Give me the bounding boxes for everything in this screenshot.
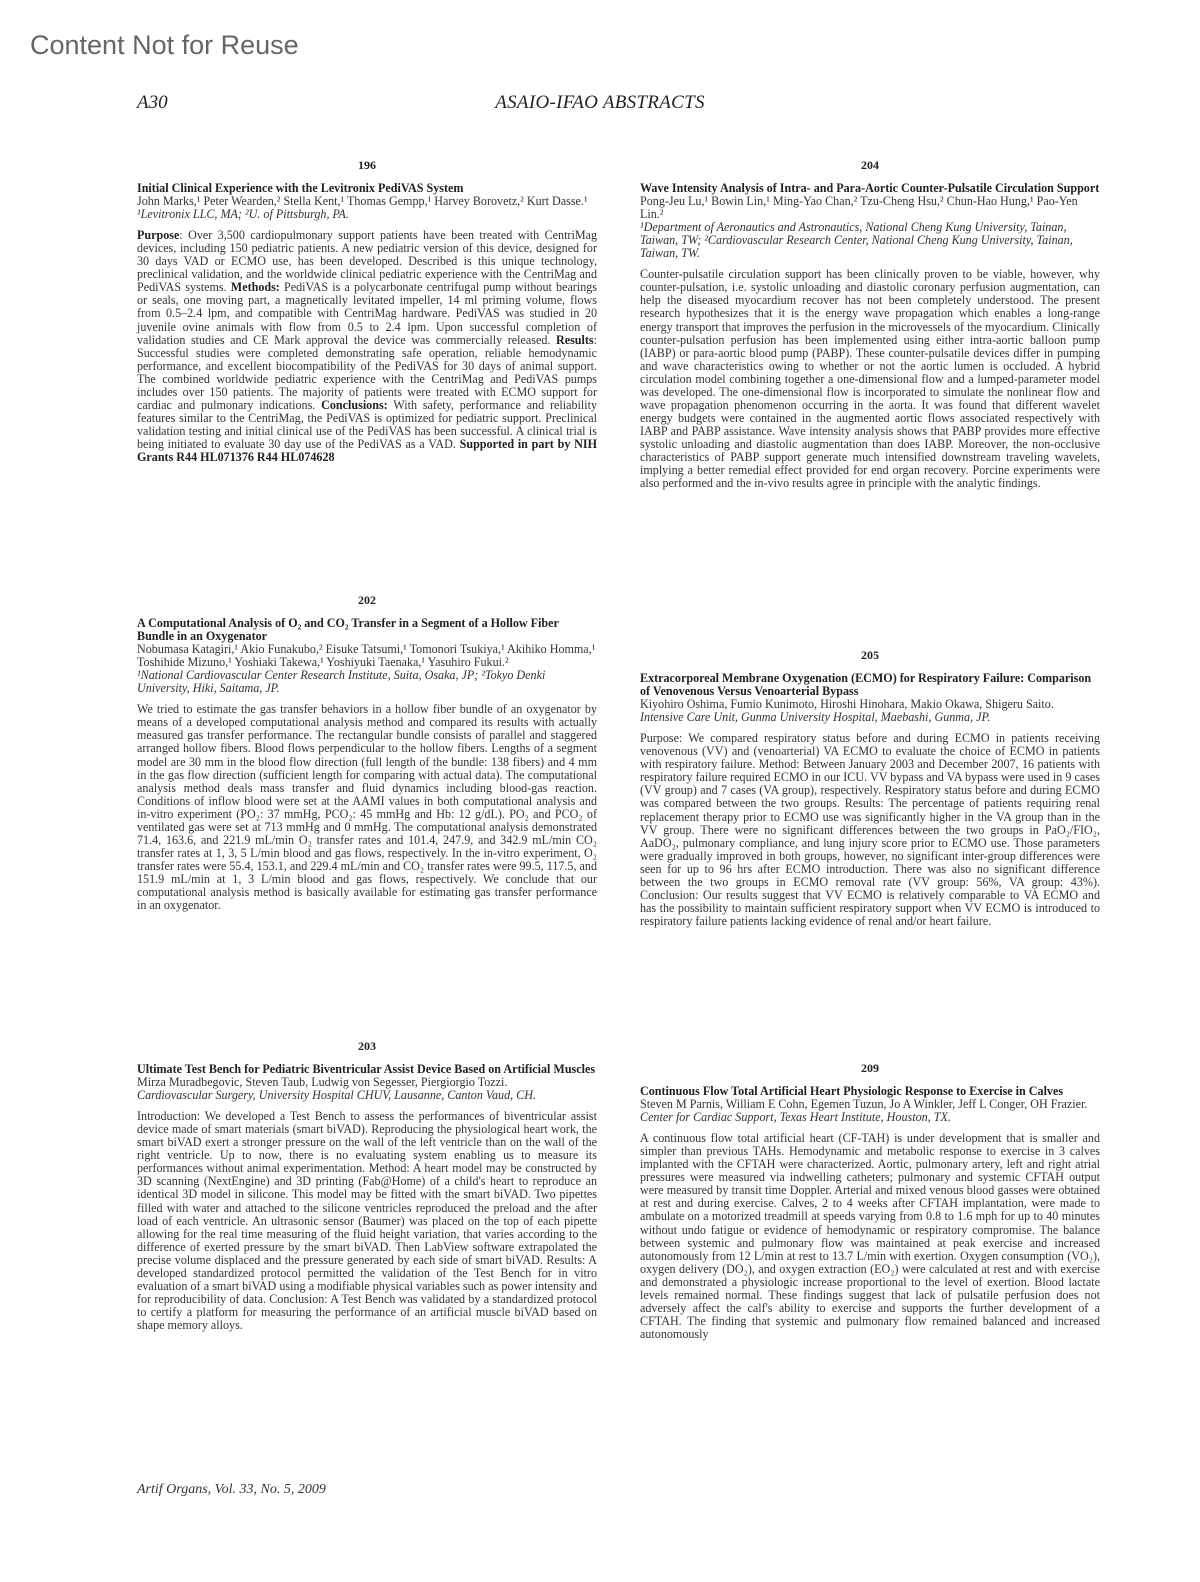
abstract-number: 202 xyxy=(358,593,376,607)
body-text: Introduction: We developed a Test Bench to assess the performances of biventricular assist device made of smart materials (smart biVAD). Reproducing the physiological heart work, the smart biVAD exert a stronger pressure on the wall of the left ventricle than on the wall of the right ventricle. Up to now, there is no evaluating system enabling us to measure its performances without animal experimentation. Method: A heart model may be constructed by 3D scanning (NextEngine) and 3D printing (Fab@Home) of a child's heart to reproduce an identical 3D model in silicone. This model may be fitted with the smart biVAD. Two pipettes filled with water and attached to the silicone ventricles reproduced the preload and the after load of each ventricle. An ultrasonic sensor (Baumer) was placed on the top of each pipette allowing for the real time measuring of the fluid height variation, that varies according to the difference of exerted pressure by the smart biVAD. Then LabView software extrapolated the precise volume displaced and the pressure generated by each side of smart biVAD. Results: A developed standardized protocol permitted the validation of the Test Bench for in vitro evaluation of a smart biVAD using a modifiable physical variables such as power intensity and for reproducibility of data. Conclusion: A Test Bench was validated by a standardized protocol to certify a platform for measuring the performance of an artificial muscle biVAD based on shape memory alloys. xyxy=(137,1109,597,1332)
abstract-affiliation: ¹National Cardiovascular Center Research Institute, Suita, Osaka, JP; ²Tokyo Denki University, Hiki, Saitama, JP. xyxy=(137,668,546,696)
abstract-affiliation: ¹Department of Aeronautics and Astronautics, National Cheng Kung University, Tainan, Taiwan, TW; ²Cardiovascular Research Center, National Cheng Kung University, Tainan, Taiwan, TW. xyxy=(640,220,1073,261)
journal-citation-footer: Artif Organs, Vol. 33, No. 5, 2009 xyxy=(137,1482,326,1497)
abstract-body xyxy=(640,1132,1100,1341)
page-number: A30 xyxy=(137,92,168,113)
section-label: Supported in part by NIH Grants R44 HL071376 R44 HL074628 xyxy=(137,436,597,464)
body-text: We tried to estimate the gas transfer behaviors in a hollow fiber bundle of an oxygenator by means of a developed computational analysis method and compared its results with actually measured gas transfer performance. The rectangular bundle consists of parallel and staggered arranged hollow fibers. Blood flows perpendicular to the hollow fibers. Lengths of a segment model are 30 mm in the blood flow direction (full length of the bundle: 138 fibers) and 4 mm in the gas flow direction (sufficient length for comparing with actual data). The computational analysis method deals mass transfer and fluid dynamics including blood-gas reaction. Conditions of inflow blood were set at the AAMI values in both computational analysis and in-vitro experiment (PO₂: 37 mmHg, PCO₂: 45 mmHg and Hb: 12 g/dL). PO₂ and PCO₂ of ventilated gas were set at 713 mmHg and 0 mmHg. The computational analysis demonstrated 71.4, 163.6, and 221.9 mL/min O₂ transfer rates and 101.4, 247.9, and 342.9 mL/min CO₂ transfer rates at 1, 3, 5 L/min blood and gas flows, respectively. In the in-vitro experiment, O₂ transfer rates were 55.4, 153.1, and 229.4 mL/min and CO₂ transfer rates were 99.5, 117.5, and 151.9 mL/min at 1, 3 L/min blood and gas flows, respectively. We conclude that our computational analysis method is basically available for estimating gas transfer performance in an oxygenator. xyxy=(137,702,597,913)
abstract-number: 205 xyxy=(861,648,879,662)
abstract-title: Continuous Flow Total Artificial Heart Physiologic Response to Exercise in Calves xyxy=(640,1084,1064,1099)
abstract-body xyxy=(137,1110,597,1332)
abstract-body xyxy=(137,229,597,464)
section-label: Methods: xyxy=(230,280,280,295)
abstract-202 xyxy=(137,594,597,912)
abstract-authors: Kiyohiro Oshima, Fumio Kunimoto, Hiroshi Hinohara, Makio Okawa, Shigeru Saito. xyxy=(640,697,1054,712)
abstract-authors: Mirza Muradbegovic, Steven Taub, Ludwig von Segesser, Piergiorgio Tozzi. xyxy=(137,1075,508,1090)
section-label: Conclusions: xyxy=(321,397,388,412)
body-text: : Successful studies were completed demonstrating safe operation, reliable hemodynamic performance, and excellent biocompatibility of the PediVAS for 30 days of animal support. The combined worldwide pediatric experience with the CentriMag and PediVAS pumps includes over 150 patients. The majority of patients were treated with ECMO support for cardiac and pulmonary indications. xyxy=(137,332,597,412)
abstract-number: 196 xyxy=(358,158,376,172)
abstract-authors: John Marks,¹ Peter Wearden,² Stella Kent,¹ Thomas Gempp,¹ Harvey Borovetz,² Kurt Dasse.¹ xyxy=(137,194,588,209)
abstract-title: Ultimate Test Bench for Pediatric Biventricular Assist Device Based on Artificial Muscles xyxy=(137,1062,596,1077)
body-text: Purpose: We compared respiratory status before and during ECMO in patients receiving venovenous (VV) and (venoarterial) VA ECMO to evaluate the choice of ECMO in patients with respiratory failure. Method: Between January 2003 and December 2007, 16 patients with respiratory failure required ECMO in our ICU. VV bypass and VA bypass were used in 9 cases (VV group) and 7 cases (VA group), respectively. Respiratory status before and during ECMO was compared between the two groups. Results: The percentage of patients requiring renal replacement therapy prior to ECMO use was significantly higher in the VA group than in the VV group. There were no significant differences between the two groups in PaO₂/FIO₂, AaDO₂, pulmonary compliance, and lung injury score prior to ECMO use. Those parameters were gradually improved in both groups, however, no significant inter-group differences were seen for up to 96 hrs after ECMO introduction. There was also no significant difference between the two groups in ECMO removal rate (VV group: 56%, VA group: 43%). Conclusion: Our results suggest that VV ECMO is relatively comparable to VA ECMO and has the possibility to maintain sufficient respiratory support when VV ECMO is introduced to respiratory failure patients lacking evidence of renal and/or heart failure. xyxy=(640,731,1100,928)
body-text: PediVAS is a polycarbonate centrifugal pump without bearings or seals, one moving part, a magnetically levitated impeller, 14 ml priming volume, flows from 0.5–2.4 lpm, and compatible with CentriMag hardware. PediVAS was studied in 20 juvenile ovine animals with flow from 0.5 to 2.4 lpm. Upon successful completion of validation studies and CE Mark approval the device was commercially released. xyxy=(137,280,597,347)
abstract-title: Extracorporeal Membrane Oxygenation (ECMO) for Respiratory Failure: Comparison of Venovenous Versus Venoarterial Bypass xyxy=(640,671,1092,699)
abstract-authors: Steven M Parnis, William E Cohn, Egemen Tuzun, Jo A Winkler, Jeff L Conger, OH Frazier. xyxy=(640,1097,1088,1112)
watermark: Content Not for Reuse xyxy=(30,30,299,60)
abstract-title: A Computational Analysis of O₂ and CO₂ Transfer in a Segment of a Hollow Fiber Bundle in an Oxygenator xyxy=(137,616,559,644)
section-label: Results xyxy=(555,332,594,347)
abstract-affiliation: ¹Levitronix LLC, MA; ²U. of Pittsburgh, PA. xyxy=(137,207,349,222)
abstract-body xyxy=(137,703,597,912)
section-label: Purpose xyxy=(137,228,180,243)
body-text: Counter-pulsatile circulation support has been clinically proven to be viable, however, why counter-pulsation, i.e. systolic unloading and diastolic coronary perfusion augmentation, can help the diseased myocardium recover has not been completely understood. The present research hypothesizes that it is the energy wave propagation which enables a long-range energy transport that improves the perfusion in the microvessels of the myocardium. Clinically counter-pulsation perfusion has been implemented using either intra-aortic balloon pump (IABP) or para-aortic blood pump (PABP). These counter-pulsatile devices differ in pumping and wave characteristics owing to whether or not the aortic lumen is occluded. A hybrid circulation model combining together a one-dimensional flow and a lumped-parameter model was developed. The one-dimensional flow is incorporated to simulate the nonlinear flow and wave propagation phenomenon occurring in the aorta. It was found that different wavelet energy budgets were contained in the augmented aortic flows associated respectively with IABP and PABP assistance. Wave intensity analysis shows that PABP provides more effective systolic unloading and diastolic augmentation than does IABP. Moreover, the non-occlusive characteristics of PABP support generate much intensified downstream traveling wavelets, implying a better remedial effect provided for end organ recovery. Porcine experiments were also performed and the in-vivo results agree in principle with the analytic findings. xyxy=(640,267,1100,491)
abstract-title: Initial Clinical Experience with the Levitronix PediVAS System xyxy=(137,181,464,196)
abstract-209 xyxy=(640,1062,1100,1341)
abstract-205 xyxy=(640,649,1100,928)
abstract-affiliation: Center for Cardiac Support, Texas Heart Institute, Houston, TX. xyxy=(640,1110,951,1125)
running-head: ASAIO-IFAO ABSTRACTS xyxy=(495,92,705,113)
abstract-number: 209 xyxy=(861,1061,879,1075)
body-text: : Over 3,500 cardiopulmonary support patients have been treated with CentriMag devices, including 150 pediatric patients. A new pediatric version of this device, designed for 30 days VAD or ECMO use, has been developed. Described is this unique technology, preclinical validation, and the worldwide clinical pediatric experience with the CentriMag and PediVAS systems. xyxy=(137,228,597,295)
abstract-number: 204 xyxy=(861,158,879,172)
abstract-authors: Pong-Jeu Lu,¹ Bowin Lin,¹ Ming-Yao Chan,² Tzu-Cheng Hsu,² Chun-Hao Hung,¹ Pao-Yen Lin.² xyxy=(640,194,1078,222)
abstract-affiliation: Cardiovascular Surgery, University Hospital CHUV, Lausanne, Canton Vaud, CH. xyxy=(137,1088,536,1103)
abstract-204 xyxy=(640,159,1100,490)
body-text: A continuous flow total artificial heart (CF-TAH) is under development that is smaller and simpler than previous TAHs. Hemodynamic and metabolic response to exercise in 3 calves implanted with the CFTAH were characterized. Aortic, pulmonary artery, left and right atrial pressures were measured via indwelling catheters; pulmonary and systemic CFTAH output were measured by transit time Doppler. Arterial and mixed venous blood gasses were obtained at rest and during exercise. Calves, 2 to 4 weeks after CFTAH implantation, were made to ambulate on a motorized treadmill at speeds varying from 0.8 to 1.6 mph for up to 40 minutes without undo fatigue or evidence of hemodynamic or respiratory compromise. The balance between systemic and pulmonary flow was maintained at peak exercise and increased autonomously from 12 L/min at rest to 13.7 L/min with exertion. Oxygen consumption (VO₂), oxygen delivery (DO₂), and oxygen extraction (EO₂) were calculated at rest and with exercise and demonstrated a physiologic increase proportional to the level of exertion. Blood lactate levels remained normal. These findings suggest that lack of pulsatile perfusion does not adversely affect the calf's ability to exercise and supports the further development of a CFTAH. The finding that systemic and pulmonary flow remained balanced and increased autonomously xyxy=(640,1131,1100,1341)
abstract-196 xyxy=(137,159,597,464)
abstract-body xyxy=(640,732,1100,928)
abstract-title: Wave Intensity Analysis of Intra- and Para-Aortic Counter-Pulsatile Circulation Support xyxy=(640,181,1100,196)
body-text: With safety, performance and reliability features similar to the CentriMag, the PediVAS is optimized for pediatric support. Preclinical validation testing and initial clinical use of the PediVAS has been successful. A clinical trial is being initiated to evaluate 30 day use of the PediVAS as a VAD. xyxy=(137,397,597,451)
abstract-authors: Nobumasa Katagiri,¹ Akio Funakubo,² Eisuke Tatsumi,¹ Tomonori Tsukiya,¹ Akihiko Homma,¹ Toshihide Mizuno,¹ Yoshiaki Takewa,¹ Yoshiyuki Taenaka,¹ Yasuhiro Fukui.² xyxy=(137,642,596,670)
abstract-203 xyxy=(137,1040,597,1332)
abstract-number: 203 xyxy=(358,1039,376,1053)
abstract-body xyxy=(640,268,1100,490)
abstract-affiliation: Intensive Care Unit, Gunma University Hospital, Maebashi, Gunma, JP. xyxy=(640,710,991,725)
